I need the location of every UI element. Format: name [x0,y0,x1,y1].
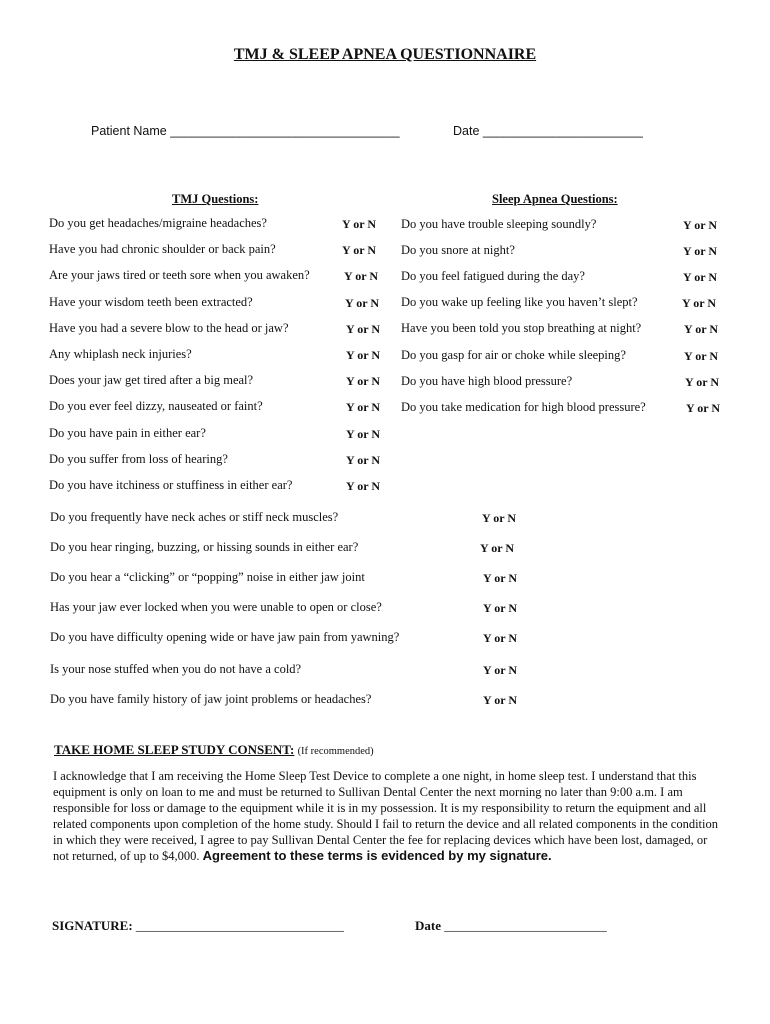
patient-date-line[interactable]: _______________________ [482,124,643,138]
tmj-question: Do you have pain in either ear? [49,425,206,440]
more-answer-yn[interactable]: Y or N [483,663,517,677]
tmj-answer-yn[interactable]: Y or N [346,348,380,362]
sleep-question: Do you have trouble sleeping soundly? [401,217,597,231]
signature-label: SIGNATURE: [52,918,133,933]
patient-name-line[interactable]: _________________________________ [170,124,400,138]
sleep-answer-yn[interactable]: Y or N [683,270,717,285]
patient-date-label: Date [453,124,480,138]
sleep-question: Do you wake up feeling like you haven’t slept? [401,295,638,310]
more-answer-yn[interactable]: Y or N [480,541,514,555]
sleep-answer-yn[interactable]: Y or N [685,374,719,389]
more-question: Is your nose stuffed when you do not have a cold? [50,662,302,676]
sleep-question: Do you feel fatigued during the day? [401,269,585,284]
tmj-question: Do you suffer from loss of hearing? [49,451,228,466]
sleep-answer-yn[interactable]: Y or N [683,218,717,232]
consent-note: (If recommended) [297,746,374,757]
sleep-question: Do you snore at night? [401,243,515,258]
more-question: Do you have difficulty opening wide or have jaw pain from yawning? [50,630,400,644]
more-answer-yn[interactable]: Y or N [483,631,517,645]
more-question: Do you hear a “clicking” or “popping” noise in either jaw joint [50,570,365,584]
sleep-heading: Sleep Apnea Questions: [492,192,618,206]
consent-emphasis: Agreement to these terms is evidenced by my signature. [202,848,552,863]
consent-body: I acknowledge that I am receiving the Home Sleep Test Device to complete a one night, in home sleep test. I understand that this equipment is only on loan to me and must be returned to Sullivan Dental Center the next morning no later than 9:00 a.m. I am responsible for loss or damage to the equipment while it is in my possession. It is my responsibility to return the equipment and all related components upon completion of the home study. Should I fail to return the device and all related components in the condition in which they were received, I agree to pay Sullivan Dental Center the fee for replacing devices which have been lost, damaged, or not returned, of up to $4,000. [53,769,718,863]
tmj-question: Have your wisdom teeth been extracted? [49,294,253,309]
signature-date-line[interactable]: _________________________ [444,918,607,933]
tmj-heading: TMJ Questions: [172,192,259,206]
sleep-question: Have you been told you stop breathing at night? [401,321,642,336]
more-answer-yn[interactable]: Y or N [483,693,517,707]
signature-line[interactable]: ________________________________ [135,918,344,933]
more-question: Do you frequently have neck aches or stiff neck muscles? [50,510,339,524]
tmj-answer-yn[interactable]: Y or N [346,400,380,415]
more-answer-yn[interactable]: Y or N [483,571,517,585]
consent-text [53,768,723,864]
sleep-answer-yn[interactable]: Y or N [686,400,720,415]
more-answer-yn[interactable]: Y or N [483,601,517,615]
sleep-answer-yn[interactable]: Y or N [684,348,718,363]
tmj-question: Do you ever feel dizzy, nauseated or faint? [49,399,263,414]
more-answer-yn[interactable]: Y or N [482,511,516,525]
signature-date-field[interactable] [415,918,607,934]
sleep-answer-yn[interactable]: Y or N [682,296,716,311]
more-question: Has your jaw ever locked when you were unable to open or close? [50,600,382,614]
tmj-answer-yn[interactable]: Y or N [342,243,376,258]
consent-title: TAKE HOME SLEEP STUDY CONSENT: [54,742,295,757]
signature-field[interactable] [52,918,344,934]
sleep-answer-yn[interactable]: Y or N [683,244,717,259]
patient-name-label: Patient Name [91,124,167,138]
tmj-answer-yn[interactable]: Y or N [344,269,378,284]
sleep-answer-yn[interactable]: Y or N [684,322,718,337]
tmj-answer-yn[interactable]: Y or N [346,452,380,467]
more-question: Do you hear ringing, buzzing, or hissing sounds in either ear? [50,540,359,554]
tmj-question: Have you had a severe blow to the head or jaw? [49,320,289,335]
tmj-question: Do you get headaches/migraine headaches? [49,216,267,230]
tmj-question: Any whiplash neck injuries? [49,347,192,361]
tmj-answer-yn[interactable]: Y or N [342,217,376,231]
patient-name-field[interactable] [91,124,400,138]
tmj-answer-yn[interactable]: Y or N [346,374,380,389]
tmj-question: Do you have itchiness or stuffiness in either ear? [49,478,293,492]
sleep-question: Do you gasp for air or choke while sleeping? [401,347,626,362]
patient-date-field[interactable] [453,124,643,138]
consent-heading [54,742,374,758]
tmj-answer-yn[interactable]: Y or N [346,479,380,493]
tmj-question: Have you had chronic shoulder or back pain? [49,242,276,257]
tmj-question: Are your jaws tired or teeth sore when you awaken? [49,268,310,283]
sleep-question: Do you take medication for high blood pressure? [401,399,646,414]
tmj-answer-yn[interactable]: Y or N [346,426,380,441]
tmj-answer-yn[interactable]: Y or N [345,295,379,310]
more-question: Do you have family history of jaw joint problems or headaches? [50,692,372,706]
tmj-question: Does your jaw get tired after a big meal? [49,373,254,388]
signature-date-label: Date [415,918,441,933]
tmj-answer-yn[interactable]: Y or N [346,321,380,336]
sleep-question: Do you have high blood pressure? [401,373,573,388]
page-title: TMJ & SLEEP APNEA QUESTIONNAIRE [233,46,537,63]
